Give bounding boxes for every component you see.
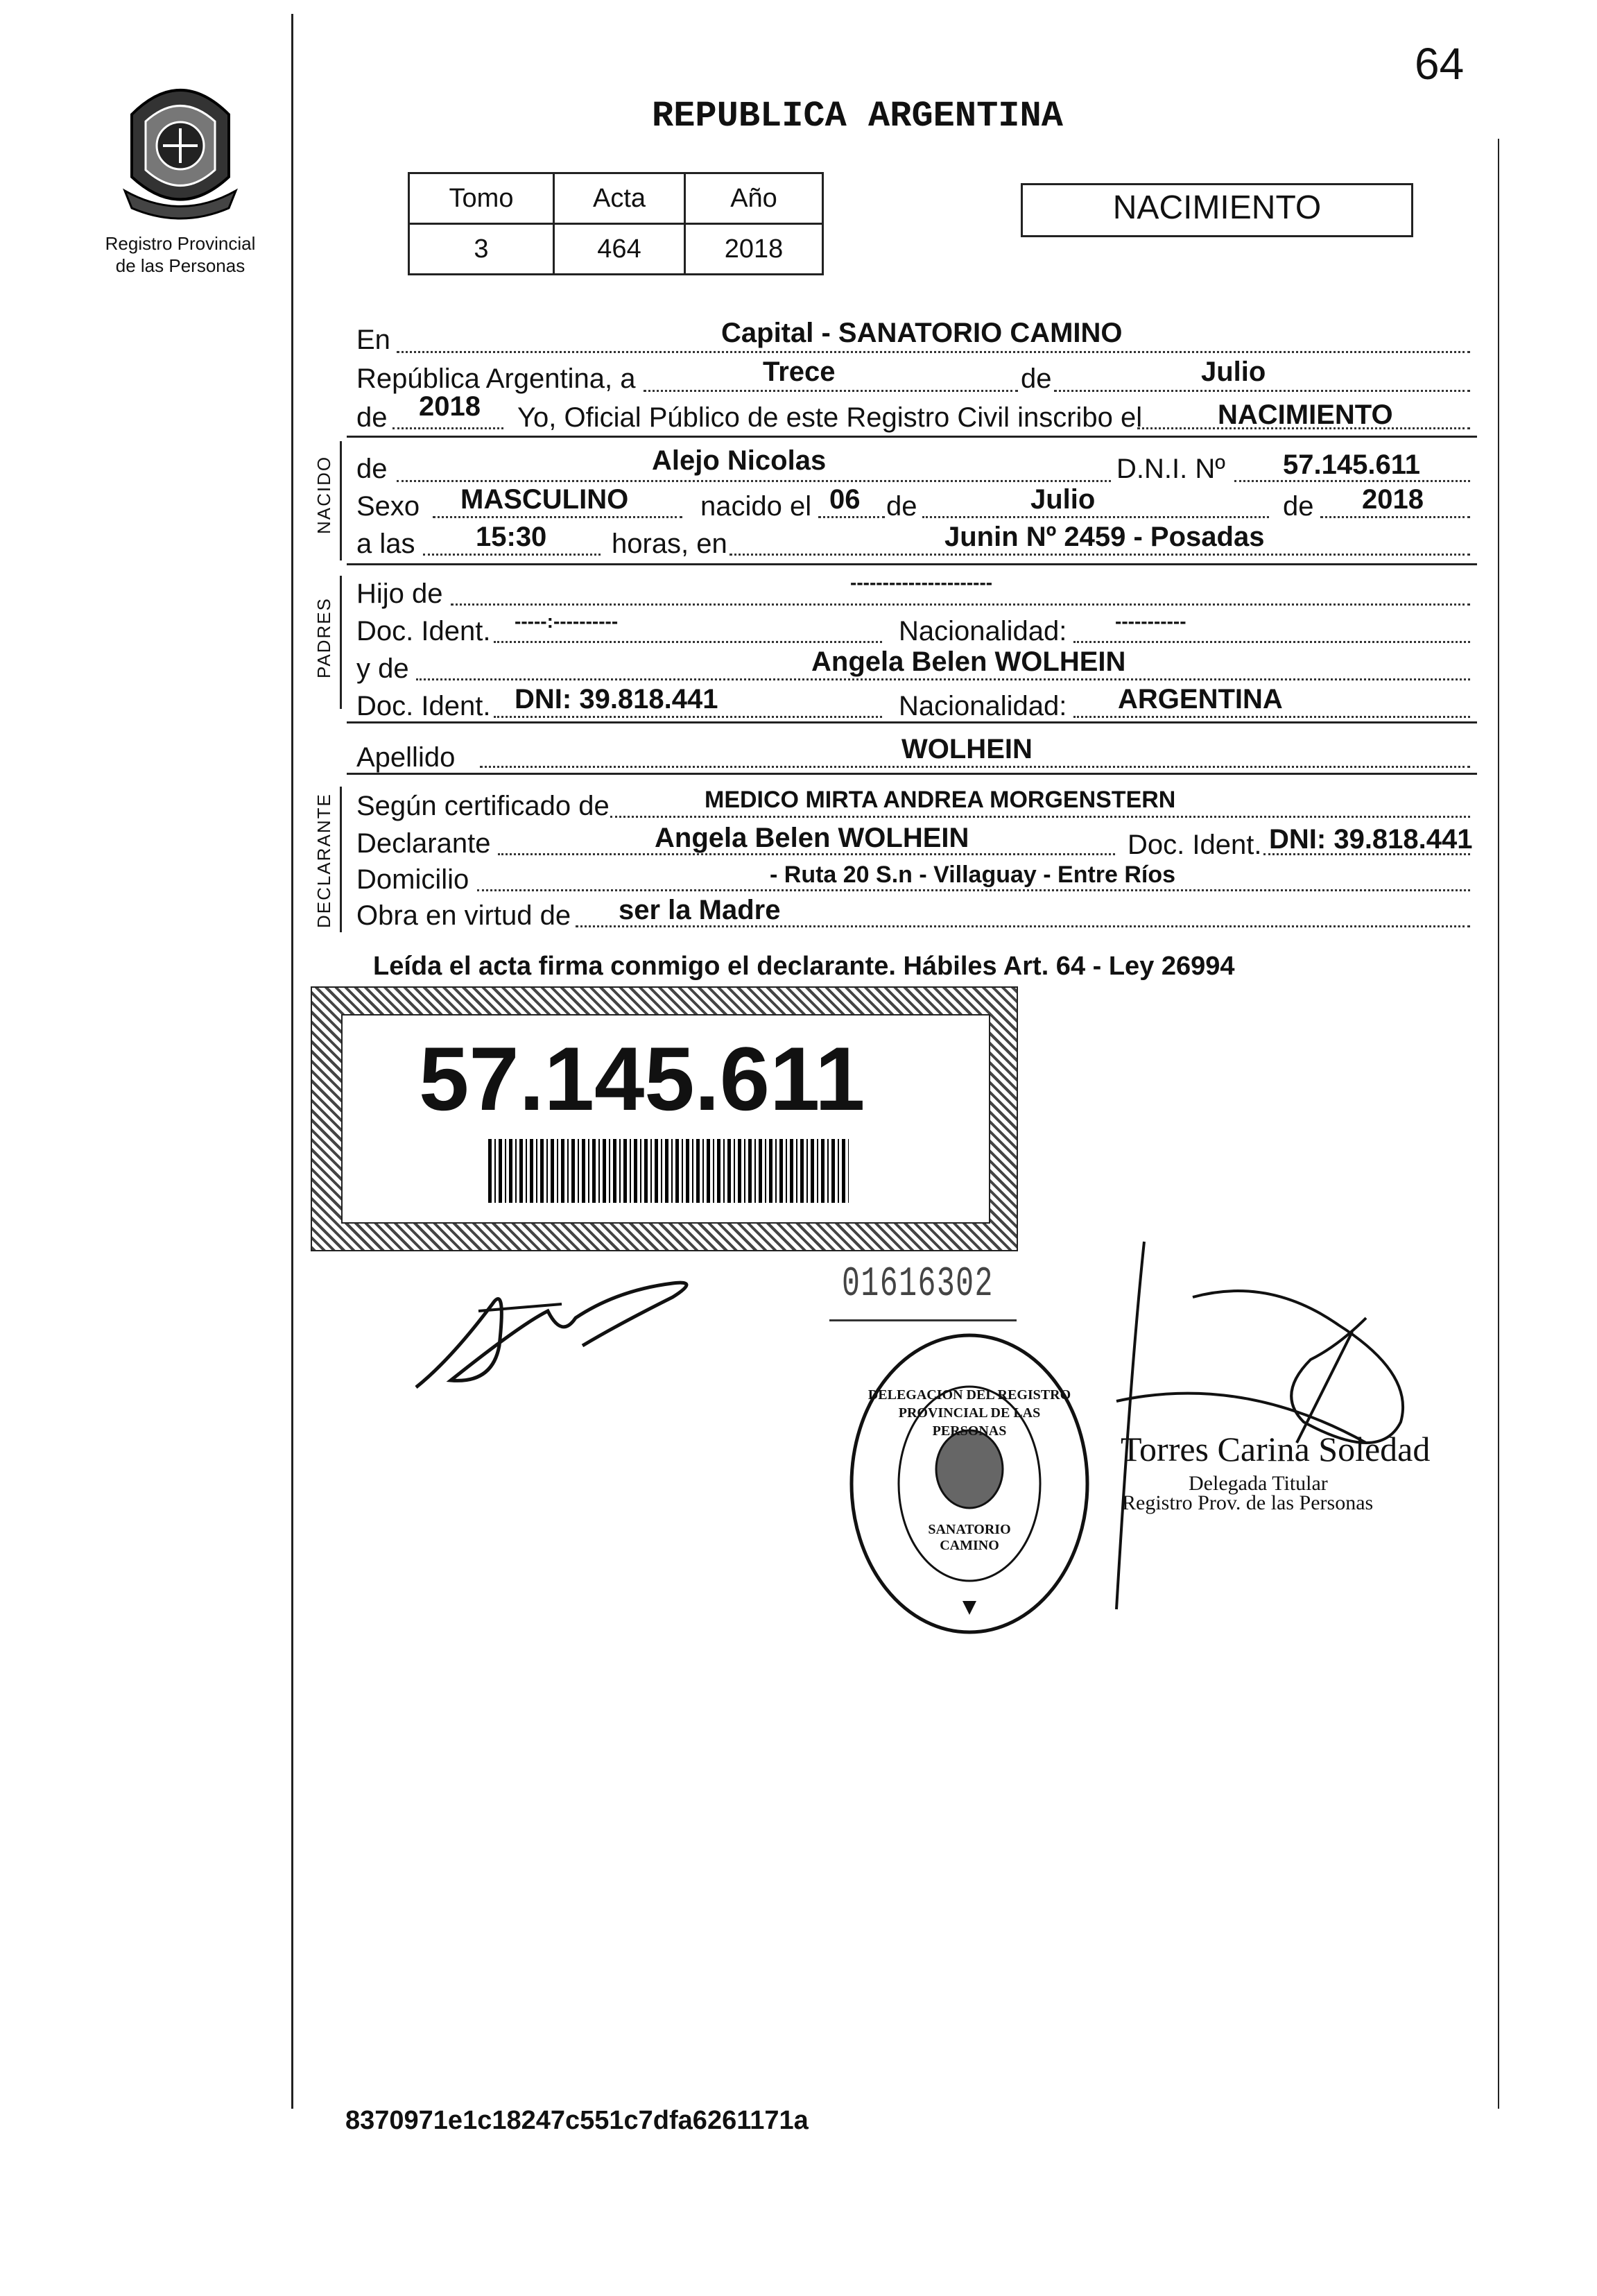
label-republica: República Argentina, a <box>356 363 636 394</box>
act-type-title: NACIMIENTO <box>1112 189 1322 226</box>
value-anio: 2018 <box>419 391 481 422</box>
label-de-name: de <box>356 454 388 484</box>
label-obra-en-virtud: Obra en virtud de <box>356 900 571 931</box>
registry-name-line1: Registro Provincial <box>105 233 256 254</box>
label-doc-ident: Doc. Ident. <box>356 616 491 646</box>
label-hijo-de: Hijo de <box>356 579 443 609</box>
dotted-line <box>818 516 885 518</box>
dni-card-number: 57.145.611 <box>419 1028 865 1129</box>
official-title: Delegada Titular <box>1189 1472 1328 1495</box>
value-mes-nac: Julio <box>1030 484 1096 515</box>
dotted-line <box>397 480 1111 482</box>
section-divider <box>347 721 1477 723</box>
tomo-acta-anio-table <box>408 172 824 275</box>
official-name: Torres Carina Soledad <box>1121 1430 1431 1468</box>
value-padre-doc: -----:---------- <box>515 610 619 632</box>
value-dia-nac: 06 <box>829 484 861 515</box>
section-rule-nacido <box>340 441 342 560</box>
value-mes: Julio <box>1201 357 1266 387</box>
official-office: Registro Prov. de las Personas <box>1122 1491 1374 1514</box>
section-rule-padres <box>340 576 342 709</box>
declarant-signature <box>409 1262 700 1394</box>
dotted-line <box>392 427 503 429</box>
label-nacionalidad: Nacionalidad: <box>899 616 1067 646</box>
dni-barcode <box>488 1139 849 1203</box>
value-anio-nac: 2018 <box>1362 484 1424 515</box>
dotted-line <box>397 351 1470 353</box>
value-certificado: MEDICO MIRTA ANDREA MORGENSTERN <box>705 787 1176 813</box>
label-doc-ident2: Doc. Ident. <box>356 691 491 721</box>
dni-card <box>311 986 1018 1251</box>
label-de: de <box>1021 363 1052 394</box>
province-logo <box>111 73 250 225</box>
acta-header: Acta <box>554 173 685 224</box>
dotted-line <box>423 554 601 556</box>
side-label-nacido: NACIDO <box>313 455 334 534</box>
document-hash: 8370971e1c18247c551c7dfa6261171a <box>345 2106 809 2135</box>
seal-ring-text: DELEGACION DEL REGISTRO PROVINCIAL DE LAS PERSONAS <box>867 1387 1071 1439</box>
value-hijo-de: ---------------------- <box>850 572 993 593</box>
dotted-line <box>1073 716 1470 718</box>
label-de3: de <box>1283 491 1314 522</box>
page-number: 64 <box>1415 39 1465 89</box>
label-y-de: y de <box>356 653 409 684</box>
anio-header: Año <box>685 173 823 224</box>
value-declarante: Angela Belen WOLHEIN <box>655 823 969 853</box>
dotted-line <box>610 816 1470 818</box>
label-de-year: de <box>356 402 388 433</box>
anio-value: 2018 <box>685 224 823 275</box>
document-heading: REPUBLICA ARGENTINA <box>652 96 1063 137</box>
section-rule-declarante <box>340 787 342 932</box>
label-doc-ident3: Doc. Ident. <box>1128 830 1262 860</box>
dotted-line <box>494 641 882 643</box>
right-margin-rule <box>1498 139 1499 2109</box>
seal-inner-text: SANATORIO CAMINO <box>928 1522 1011 1553</box>
label-declarante: Declarante <box>356 828 491 859</box>
dni-card-panel <box>341 1014 990 1224</box>
dotted-line <box>1320 516 1470 518</box>
value-madre-nac: ARGENTINA <box>1118 684 1283 714</box>
side-label-padres: PADRES <box>313 597 334 678</box>
value-padre-nac: ----------- <box>1115 610 1186 632</box>
legal-note: Leída el acta firma conmigo el declarante. Hábiles Art. 64 - Ley 26994 <box>373 952 1235 981</box>
acta-value: 464 <box>554 224 685 275</box>
value-hora: 15:30 <box>476 522 547 552</box>
registry-name-line2: de las Personas <box>115 255 245 276</box>
value-madre-doc: DNI: 39.818.441 <box>515 684 718 714</box>
dotted-line <box>451 603 1470 606</box>
value-nombre: Alejo Nicolas <box>652 445 827 476</box>
official-seal <box>847 1330 1091 1637</box>
serial-underline <box>829 1319 1017 1321</box>
value-inscribo: NACIMIENTO <box>1218 400 1393 430</box>
label-en: En <box>356 325 390 355</box>
left-margin-rule <box>291 14 293 2109</box>
dotted-line <box>494 716 882 718</box>
value-dia-palabra: Trece <box>763 357 836 387</box>
label-horas-en: horas, en <box>612 529 727 559</box>
label-domicilio: Domicilio <box>356 864 469 895</box>
value-domicilio: - Ruta 20 S.n - Villaguay - Entre Ríos <box>770 862 1176 888</box>
value-declarante-doc: DNI: 39.818.441 <box>1269 824 1473 855</box>
label-apellido: Apellido <box>356 742 456 773</box>
label-yo-oficial: Yo, Oficial Público de este Registro Civil inscribo el <box>517 402 1143 433</box>
serial-number-stamp: 01616302 <box>842 1261 994 1308</box>
dotted-line <box>433 516 682 518</box>
value-madre: Angela Belen WOLHEIN <box>811 646 1126 677</box>
dotted-line <box>644 390 1018 392</box>
value-apellido: WOLHEIN <box>901 734 1033 764</box>
value-sexo: MASCULINO <box>460 484 629 515</box>
section-divider <box>347 436 1477 438</box>
label-dni: D.N.I. Nº <box>1116 454 1225 484</box>
value-lugar-nac: Junin Nº 2459 - Posadas <box>944 522 1265 552</box>
value-lugar: Capital - SANATORIO CAMINO <box>721 318 1123 348</box>
section-divider <box>347 563 1477 565</box>
label-nacido-el: nacido el <box>700 491 812 522</box>
dotted-line <box>480 766 1470 768</box>
label-segun-certificado: Según certificado de <box>356 791 610 821</box>
dotted-line <box>922 516 1269 518</box>
value-obra: ser la Madre <box>619 895 781 925</box>
label-de2: de <box>886 491 917 522</box>
value-dni: 57.145.611 <box>1283 449 1420 480</box>
dotted-line <box>1073 641 1470 643</box>
side-label-declarante: DECLARANTE <box>313 793 334 928</box>
section-divider <box>347 773 1477 775</box>
dotted-line <box>1054 390 1470 392</box>
dotted-line <box>477 889 1470 891</box>
dotted-line <box>416 678 1470 680</box>
label-sexo: Sexo <box>356 491 420 522</box>
tomo-header: Tomo <box>409 173 554 224</box>
tomo-value: 3 <box>409 224 554 275</box>
label-nacionalidad2: Nacionalidad: <box>899 691 1067 721</box>
label-a-las: a las <box>356 529 415 559</box>
dotted-line <box>730 554 1470 556</box>
